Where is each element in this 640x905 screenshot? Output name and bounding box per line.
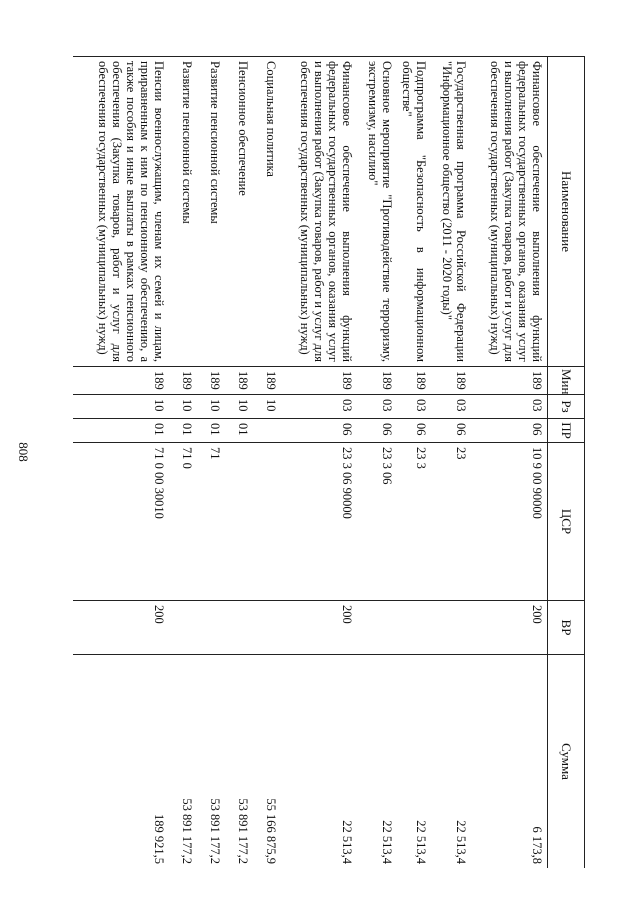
header-name: Наименование [548,57,585,367]
row-sum: 6 173,8 [472,655,548,869]
row-vr: 200 [282,601,358,655]
row-pr [254,419,282,443]
row-sum: 53 891 177,2 [198,655,226,869]
row-csr [226,443,254,601]
row-min: 189 [198,367,226,395]
row-min: 189 [472,367,548,395]
row-name: Основное мероприятие "Противодействие терроризму, экстремизму, насилию" [358,57,398,367]
row-sum: 22 513,4 [398,655,432,869]
row-name: Государственная программа Российской Федерации "Информационное общество (2011 - 2020 годы)" [432,57,472,367]
rotated-page-frame [73,56,585,868]
table-row [472,57,548,869]
row-name: Социальная политика [254,57,282,367]
table-row [358,57,398,869]
row-name: Финансовое обеспечение выполнения функций федеральных государственных органов, оказания услуг и выполнения работ (Закупка товаров, работ и услуг для обеспечения государственных (муниципальных) нужд) [472,57,548,367]
row-csr: 23 3 06 [358,443,398,601]
table-row [73,57,170,869]
row-min: 189 [254,367,282,395]
row-rz: 10 [226,395,254,419]
row-name: Развитие пенсионной системы [198,57,226,367]
row-pr: 01 [198,419,226,443]
row-min: 189 [398,367,432,395]
row-pr: 06 [358,419,398,443]
row-min: 189 [358,367,398,395]
table-row [432,57,472,869]
row-pr: 06 [432,419,472,443]
row-name: Пенсионное обеспечение [226,57,254,367]
row-vr [358,601,398,655]
row-vr [432,601,472,655]
header-rz: Рз [548,395,585,419]
row-pr: 06 [398,419,432,443]
row-rz: 03 [398,395,432,419]
header-pr: ПР [548,419,585,443]
row-min: 189 [282,367,358,395]
table-row [254,57,282,869]
row-csr: 10 9 00 90000 [472,443,548,601]
header-sum: Сумма [548,655,585,869]
row-csr: 23 [432,443,472,601]
table-row [282,57,358,869]
row-vr [226,601,254,655]
row-vr: 200 [73,601,170,655]
table-row [226,57,254,869]
row-vr: 200 [472,601,548,655]
row-sum: 22 513,4 [432,655,472,869]
table-row [198,57,226,869]
header-csr: ЦСР [548,443,585,601]
row-vr [170,601,198,655]
header-min: Мин [548,367,585,395]
row-rz: 03 [282,395,358,419]
row-csr [254,443,282,601]
row-rz: 03 [432,395,472,419]
row-pr: 06 [282,419,358,443]
row-pr: 01 [170,419,198,443]
row-rz: 10 [73,395,170,419]
row-name: Пенсии военнослужащим, членам их семей и лицам, приравненным к ним по пенсионному обеспечению, а также пособия и иные выплаты в рамках пенсионного обеспечения (Закупка товаров, работ и услуг для обеспечения государственных (муниципальных) нужд) [73,57,170,367]
row-pr: 01 [226,419,254,443]
row-sum: 22 513,4 [358,655,398,869]
row-min: 189 [170,367,198,395]
row-csr: 71 [198,443,226,601]
row-name: Подпрограмма "Безопасность в информационном обществе" [398,57,432,367]
row-csr: 71 0 00 30010 [73,443,170,601]
row-vr [398,601,432,655]
row-name: Развитие пенсионной системы [170,57,198,367]
row-vr [254,601,282,655]
row-rz: 10 [254,395,282,419]
row-rz: 03 [472,395,548,419]
row-csr: 23 3 [398,443,432,601]
budget-table [73,56,585,868]
table-row [398,57,432,869]
table-header-row [548,57,585,869]
row-rz: 10 [198,395,226,419]
table-row [170,57,198,869]
row-rz: 03 [358,395,398,419]
row-csr: 23 3 06 90000 [282,443,358,601]
row-min: 189 [226,367,254,395]
header-vr: ВР [548,601,585,655]
row-vr [198,601,226,655]
row-sum: 53 891 177,2 [170,655,198,869]
row-sum: 55 166 875,9 [254,655,282,869]
row-pr: 06 [472,419,548,443]
row-sum: 189 921,5 [73,655,170,869]
row-sum: 22 513,4 [282,655,358,869]
row-name: Финансовое обеспечение выполнения функций федеральных государственных органов, оказания услуг и выполнения работ (Закупка товаров, работ и услуг для обеспечения государственных (муниципальных) нужд) [282,57,358,367]
row-min: 189 [73,367,170,395]
row-sum: 53 891 177,2 [226,655,254,869]
row-pr: 01 [73,419,170,443]
row-rz: 10 [170,395,198,419]
row-min: 189 [432,367,472,395]
row-csr: 71 0 [170,443,198,601]
